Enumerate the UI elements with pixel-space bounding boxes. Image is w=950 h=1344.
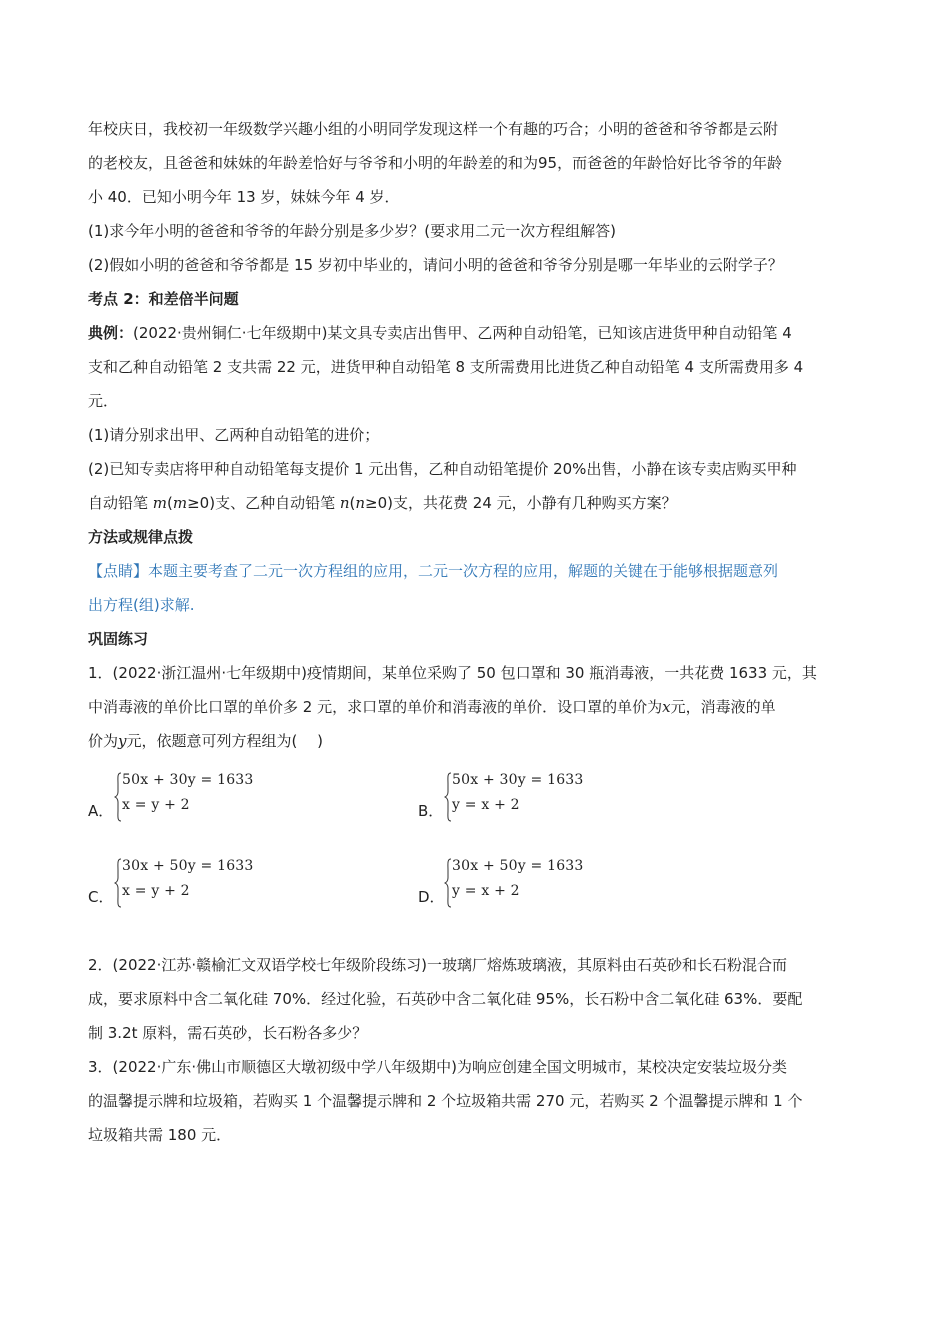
p1-line-2-a: 中消毒液的单价比口罩的单价多 2 元，求口罩的单价和消毒液的单价．设口罩的单价为 <box>88 698 663 716</box>
equation-1: 50x + 30y = 1633 <box>122 772 254 788</box>
example-question-1: (1)请分别求出甲、乙两种自动铅笔的进价； <box>88 426 380 444</box>
p1-options <box>88 762 860 948</box>
var-n-2: n <box>355 494 366 512</box>
example-question-2: (2)已知专卖店将甲种自动铅笔每支提价 1 元出售，乙种自动铅笔提价 20%出售，小静在该专卖店购买甲种 <box>88 460 797 478</box>
p2-line-3: 制 3.2t 原料，需石英砂，长石粉各多少？ <box>88 1024 368 1042</box>
option-a[interactable] <box>88 772 388 832</box>
p1-line-2 <box>88 690 860 724</box>
p3-line-3: 垃圾箱共需 180 元． <box>88 1126 232 1144</box>
p1-line-3 <box>88 724 860 758</box>
option-letter: B． <box>418 802 444 820</box>
equation-1: 30x + 50y = 1633 <box>452 858 584 874</box>
method-tip-line-2: 出方程(组)求解. <box>88 596 195 614</box>
q3-text-b: ( <box>167 494 173 512</box>
equation-2: y = x + 2 <box>452 797 520 813</box>
equation-2: x = y + 2 <box>122 883 190 899</box>
equation-system <box>114 772 254 828</box>
q3-text-a: 自动铅笔 <box>88 494 153 512</box>
tip-label: 【点睛】 <box>88 562 149 580</box>
method-tip-line-1 <box>88 554 860 588</box>
brace-icon <box>444 858 452 908</box>
equation-system <box>114 858 254 914</box>
q3-text-c: ≥0)支、乙种自动铅笔 <box>187 494 340 512</box>
equation-system <box>444 858 584 914</box>
p3-line-2: 的温馨提示牌和垃圾箱，若购买 1 个温馨提示牌和 2 个垃圾箱共需 270 元，若购买 2 个温馨提示牌和 1 个 <box>88 1092 803 1110</box>
p1-line-3-a: 价为 <box>88 732 119 750</box>
option-d[interactable] <box>418 858 718 918</box>
q3-text-e: ≥0)支，共花费 24 元，小静有几种购买方案？ <box>365 494 677 512</box>
p1-line-3-b: 元，依题意可列方程组为( ) <box>126 732 323 750</box>
equation-1: 30x + 50y = 1633 <box>122 858 254 874</box>
brace-icon <box>114 858 122 908</box>
intro-line-1: 年校庆日，我校初一年级数学兴趣小组的小明同学发现这样一个有趣的巧合；小明的爸爸和爷爷都是云附 <box>88 120 779 138</box>
option-letter: C． <box>88 888 114 906</box>
q3-text-d: ( <box>349 494 356 512</box>
example-line-1 <box>88 316 860 350</box>
p1-line-1: 1．(2022·浙江温州·七年级期中)疫情期间，某单位采购了 50 包口罩和 30 瓶消毒液，一共花费 1633 元，其 <box>88 664 817 682</box>
option-letter: D． <box>418 888 445 906</box>
intro-line-2: 的老校友，且爸爸和妹妹的年龄差恰好与爷爷和小明的年龄差的和为95，而爸爸的年龄恰好比爷爷的年龄 <box>88 154 783 172</box>
var-n: n <box>339 494 350 512</box>
var-m: m <box>152 494 168 512</box>
p1-line-2-b: 元，消毒液的单 <box>670 698 776 716</box>
intro-question-1: (1)求今年小明的爸爸和爷爷的年龄分别是多少岁？(要求用二元一次方程组解答) <box>88 222 616 240</box>
example-label: 典例： <box>88 324 134 342</box>
kaodian-title: 考点 2：和差倍半问题 <box>88 290 239 308</box>
option-c[interactable] <box>88 858 388 918</box>
option-letter: A． <box>88 802 114 820</box>
var-y: y <box>118 732 127 750</box>
equation-system <box>444 772 584 828</box>
brace-icon <box>444 772 452 822</box>
brace-icon <box>114 772 122 822</box>
option-b[interactable] <box>418 772 718 832</box>
intro-line-3: 小 40．已知小明今年 13 岁，妹妹今年 4 岁． <box>88 188 400 206</box>
equation-1: 50x + 30y = 1633 <box>452 772 584 788</box>
p2-line-2: 成，要求原料中含二氧化硅 70%．经过化验，石英砂中含二氧化硅 95%，长石粉中含二氧化硅 63%．要配 <box>88 990 803 1008</box>
document-page <box>88 112 860 1152</box>
method-title: 方法或规律点拨 <box>88 528 194 546</box>
var-x: x <box>662 698 671 716</box>
example-line-2: 支和乙种自动铅笔 2 支共需 22 元，进货甲种自动铅笔 8 支所需费用比进货乙种自动铅笔 4 支所需费用多 4 <box>88 358 804 376</box>
p3-line-1: 3．(2022·广东·佛山市顺德区大墩初级中学八年级期中)为响应创建全国文明城市，某校决定安装垃圾分类 <box>88 1058 787 1076</box>
var-m-2: m <box>172 494 188 512</box>
example-line-3: 元． <box>88 392 119 410</box>
equation-2: x = y + 2 <box>122 797 190 813</box>
equation-2: y = x + 2 <box>452 883 520 899</box>
p2-line-1: 2．(2022·江苏·赣榆汇文双语学校七年级阶段练习)一玻璃厂熔炼玻璃液，其原料由石英砂和长石粉混合而 <box>88 956 787 974</box>
example-text-1: (2022·贵州铜仁·七年级期中)某文具专卖店出售甲、乙两种自动铅笔，已知该店进货甲种自动铅笔 4 <box>133 324 792 342</box>
example-question-2-cont <box>88 486 860 520</box>
practice-title: 巩固练习 <box>88 630 149 648</box>
tip-text-1: 本题主要考查了二元一次方程组的应用，二元一次方程的应用，解题的关键在于能够根据题意列 <box>148 562 779 580</box>
intro-question-2: (2)假如小明的爸爸和爷爷都是 15 岁初中毕业的，请问小明的爸爸和爷爷分别是哪一年毕业的云附学子？ <box>88 256 783 274</box>
